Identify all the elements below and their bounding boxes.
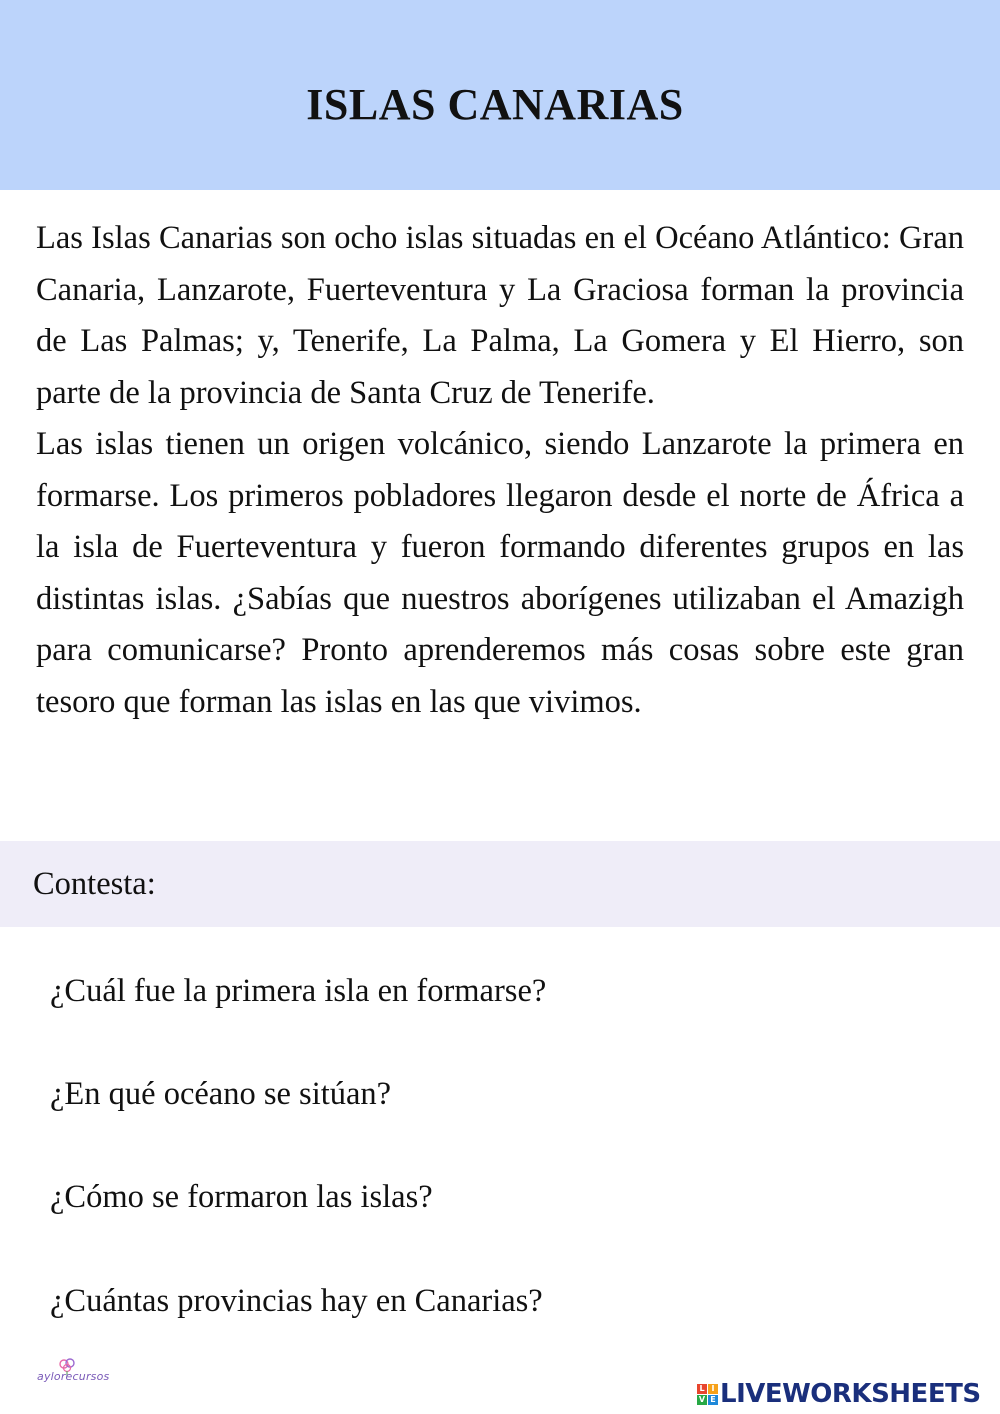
paragraph-2: Las islas tienen un origen volcánico, siendo Lanzarote la primera en formarse. Los primeros pobladores llegaron desde el norte de África a la isla de Fuerteventura y fueron formando diferentes grupos en las distintas islas. ¿Sabías que nuestros aborígenes utilizaban el Amazigh para comunicarse? Pronto aprenderemos más cosas sobre este gran tesoro que forman las islas en las que vivimos. <box>36 426 964 720</box>
question-3: ¿Cómo se formaron las islas? <box>50 1179 433 1215</box>
square-v: V <box>698 1394 706 1404</box>
liveworksheets-squares-icon <box>697 1384 718 1405</box>
question-4: ¿Cuántas provincias hay en Canarias? <box>50 1283 543 1319</box>
liveworksheets-wordmark: LIVEWORKSHEETS <box>720 1379 981 1409</box>
page-title: ISLAS CANARIAS <box>306 80 684 129</box>
question-1: ¿Cuál fue la primera isla en formarse? <box>50 973 547 1009</box>
aylorecursos-wordmark: aylorecursos <box>37 1370 110 1383</box>
reading-text <box>36 213 964 728</box>
section-label: Contesta: <box>33 866 156 902</box>
square-l: L <box>697 1384 707 1394</box>
question-2: ¿En qué océano se sitúan? <box>50 1076 392 1112</box>
liveworksheets-logo[interactable] <box>697 1378 981 1410</box>
square-e: E <box>708 1395 718 1405</box>
aylorecursos-logo <box>37 1358 127 1392</box>
square-i: I <box>708 1384 718 1394</box>
paragraph-1: Las Islas Canarias son ocho islas situadas en el Océano Atlántico: Gran Canaria, Lanzarote, Fuerteventura y La Graciosa forman la provincia de Las Palmas; y, Tenerife, La Palma, La Gomera y El Hierro, son parte de la provincia de Santa Cruz de Tenerife. <box>36 220 964 411</box>
